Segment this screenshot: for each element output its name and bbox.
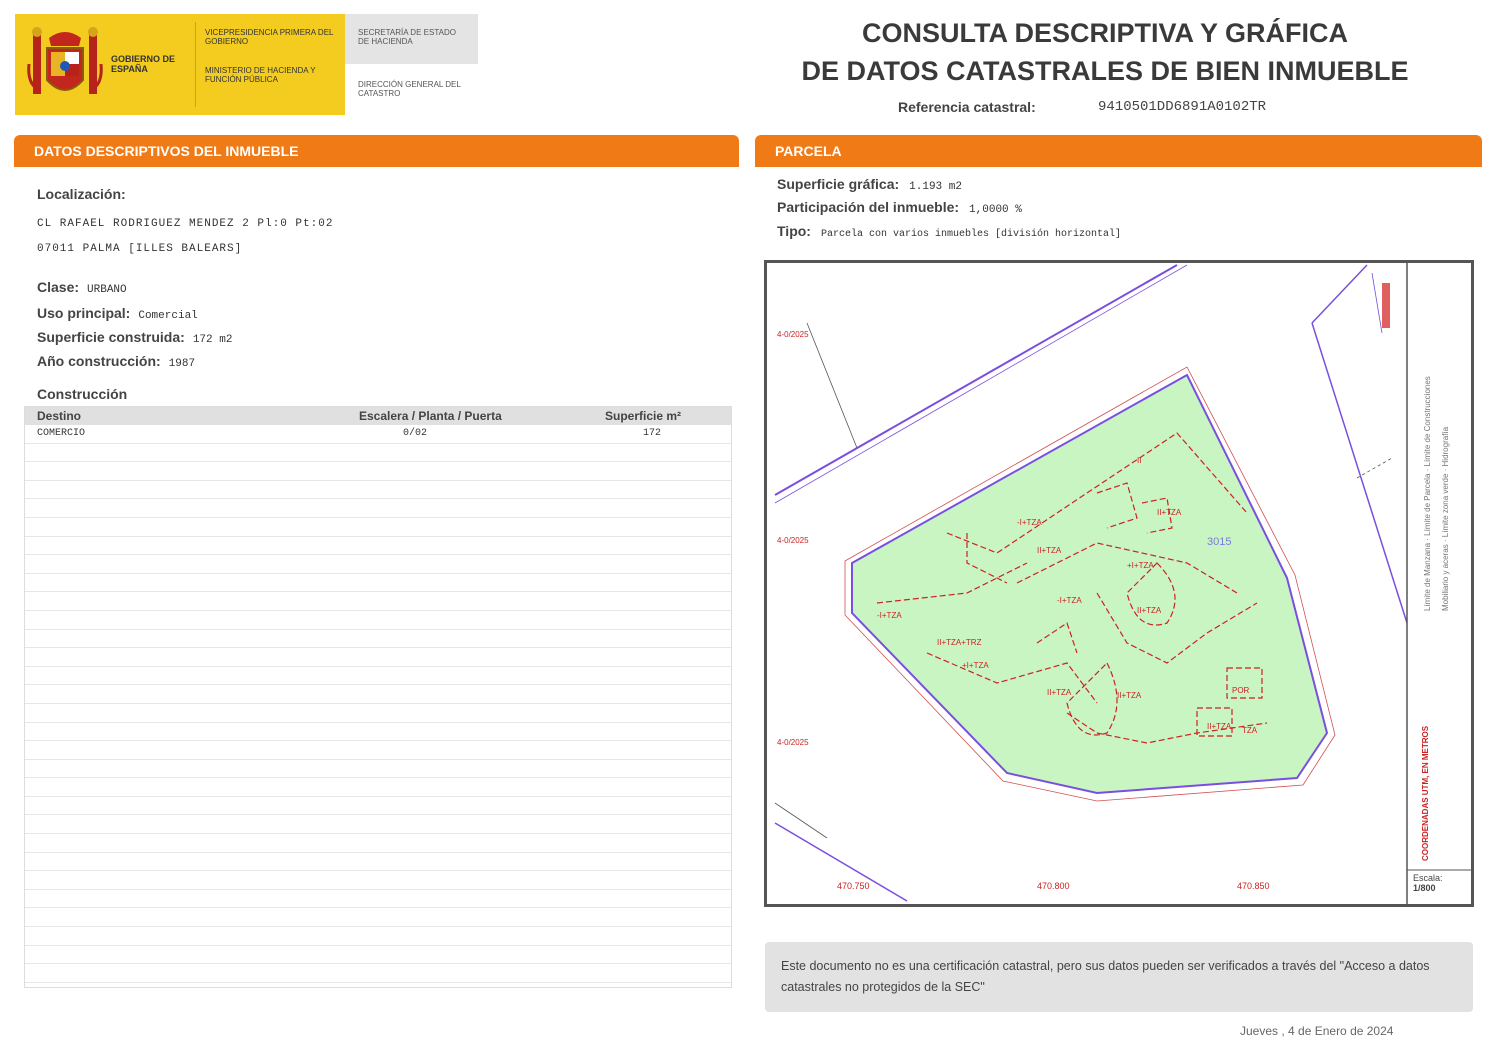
build-year-label: Año construcción:: [37, 353, 161, 369]
main-use-value: Comercial: [138, 310, 198, 322]
empty-table-row: [25, 871, 731, 890]
empty-table-row: [25, 890, 731, 909]
type-value: Parcela con varios inmuebles [división horizontal]: [820, 229, 1122, 240]
empty-table-row: [25, 723, 731, 742]
header-destino: Destino: [37, 409, 82, 423]
empty-table-row: [25, 518, 731, 537]
svg-text:II+TZA: II+TZA: [1157, 508, 1182, 517]
svg-text:470.750: 470.750: [837, 881, 870, 891]
participation-field: [777, 199, 1022, 217]
svg-text:II+TZA+TRZ: II+TZA+TRZ: [937, 638, 982, 647]
row-superficie: 172: [643, 428, 662, 439]
title-line-1: CONSULTA DESCRIPTIVA Y GRÁFICA: [861, 18, 1349, 48]
empty-table-row: [25, 630, 731, 649]
issue-date: Jueves , 4 de Enero de 2024: [1240, 1024, 1394, 1038]
coordinate-labels: [837, 881, 1270, 891]
svg-text:3015: 3015: [1207, 536, 1232, 548]
svg-text:POR: POR: [1232, 686, 1250, 695]
street-line: [807, 323, 857, 448]
participation-label: Participación del inmueble:: [777, 199, 960, 215]
svg-text:II+TZA: II+TZA: [1047, 688, 1072, 697]
build-year-value: 1987: [168, 358, 196, 370]
scale-box: [1413, 873, 1469, 903]
class-value: URBANO: [87, 284, 127, 296]
construction-label: Construcción: [37, 386, 128, 402]
svg-text:II+TZA: II+TZA: [1207, 722, 1232, 731]
legend-title: COORDENADAS UTM, EN METROS: [1421, 725, 1430, 861]
descriptive-data-header: [14, 135, 739, 167]
main-use-label: Uso principal:: [37, 305, 131, 321]
block-boundary-line: [1312, 265, 1367, 323]
graphic-area-label: Superficie gráfica:: [777, 176, 900, 192]
graphic-area-field: [777, 176, 962, 194]
directorate-name: DIRECCIÓN GENERAL DEL CATASTRO: [358, 80, 461, 98]
empty-table-row: [25, 481, 731, 500]
parcel-title: PARCELA: [775, 143, 842, 159]
table-row: [25, 425, 731, 444]
header-escalera: Escalera / Planta / Puerta: [359, 409, 502, 423]
logo-divider: [195, 22, 196, 107]
empty-table-row: [25, 797, 731, 816]
main-use-field: [37, 305, 198, 323]
empty-table-row: [25, 667, 731, 686]
scale-label: Escala:: [1413, 873, 1443, 883]
svg-text:+I+TZA: +I+TZA: [962, 661, 989, 670]
svg-text:-I+TZA: -I+TZA: [1057, 596, 1082, 605]
empty-table-row: [25, 946, 731, 965]
parcel-map-drawing: [767, 263, 1471, 924]
svg-text:II+TZA: II+TZA: [1137, 606, 1162, 615]
legend-item: Límite de Parcela: [1423, 473, 1432, 536]
row-destino: COMERCIO: [37, 428, 86, 439]
empty-table-row: [25, 555, 731, 574]
svg-text:470.850: 470.850: [1237, 881, 1270, 891]
legend-item: Límite de Manzana: [1423, 542, 1432, 611]
svg-text:470.800: 470.800: [1037, 881, 1070, 891]
svg-text:-I+TZA: -I+TZA: [877, 611, 902, 620]
svg-text:-I+TZA: -I+TZA: [1017, 518, 1042, 527]
empty-table-row: [25, 834, 731, 853]
svg-text:II: II: [1137, 456, 1142, 465]
location-label: Localización:: [37, 186, 126, 202]
empty-table-row: [25, 741, 731, 760]
subministry-name: MINISTERIO DE HACIENDA Y FUNCIÓN PÚBLICA: [205, 66, 316, 84]
disclaimer-note: Este documento no es una certificación catastral, pero sus datos pueden ser verificados a través del "Acceso a datos catastrales no protegidos de la SEC": [765, 942, 1473, 1012]
legend-item: Hidrografía: [1441, 426, 1450, 467]
coat-of-arms-icon: [27, 24, 103, 108]
empty-table-row: [25, 499, 731, 518]
legend-item: Mobiliario y aceras: [1441, 544, 1450, 611]
scale-value: 1/800: [1413, 883, 1436, 893]
class-field: [37, 279, 127, 297]
empty-table-row: [25, 537, 731, 556]
cadastral-ref-label: Referencia catastral:: [898, 99, 1036, 115]
svg-text:II+TZA: II+TZA: [1037, 546, 1062, 555]
empty-table-row: [25, 760, 731, 779]
svg-text:+I+TZA: +I+TZA: [1127, 561, 1154, 570]
legend-item: Límite de Construcciones: [1423, 376, 1432, 467]
empty-rows: [25, 444, 731, 983]
build-year-field: [37, 353, 195, 371]
empty-table-row: [25, 964, 731, 983]
street-line: [1357, 458, 1392, 478]
street-line: [775, 803, 827, 838]
empty-table-row: [25, 611, 731, 630]
parcel-header: [755, 135, 1482, 167]
svg-text:4-0/2025: 4-0/2025: [777, 536, 809, 545]
header-superficie: Superficie m²: [605, 409, 682, 423]
empty-table-row: [25, 704, 731, 723]
svg-text:TZA: TZA: [1242, 726, 1258, 735]
descriptive-data-title: DATOS DESCRIPTIVOS DEL INMUEBLE: [34, 143, 299, 159]
page-title: [790, 14, 1420, 90]
cadastral-ref-value: 9410501DD6891A0102TR: [1098, 99, 1267, 115]
block-boundary-line: [1372, 273, 1382, 333]
class-label: Clase:: [37, 279, 80, 295]
empty-table-row: [25, 685, 731, 704]
table-header: [25, 407, 731, 425]
svg-text:II+TZA: II+TZA: [1117, 691, 1142, 700]
ministry-name: VICEPRESIDENCIA PRIMERA DEL GOBIERNO: [205, 28, 334, 46]
graphic-area-value: 1.193 m2: [909, 181, 962, 193]
empty-table-row: [25, 592, 731, 611]
empty-table-row: [25, 815, 731, 834]
built-area-field: [37, 329, 232, 347]
type-field: [777, 223, 1121, 241]
built-area-label: Superficie construida:: [37, 329, 185, 345]
empty-table-row: [25, 778, 731, 797]
title-line-2: DE DATOS CATASTRALES DE BIEN INMUEBLE: [801, 56, 1409, 86]
svg-text:.: .: [781, 923, 782, 924]
legend-item: Límite zona verde: [1441, 473, 1450, 538]
block-boundary-line: [1312, 323, 1407, 623]
location-line-1: CL RAFAEL RODRIGUEZ MENDEZ 2 Pl:0 Pt:02: [37, 218, 334, 230]
empty-table-row: [25, 462, 731, 481]
built-area-value: 172 m2: [192, 334, 233, 346]
secretariat-name: SECRETARÍA DE ESTADO DE HACIENDA: [358, 28, 456, 46]
government-logo-block: [15, 14, 345, 115]
empty-table-row: [25, 648, 731, 667]
type-label: Tipo:: [777, 223, 811, 239]
map-legend: Límite de Manzana · Límite de Parcela · Límite de Construcciones Mobiliario y aceras · Límite zona verde · Hidrografía COORDENADAS UTM, EN METROS: [1421, 376, 1450, 861]
empty-table-row: [25, 853, 731, 872]
empty-table-row: [25, 908, 731, 927]
construction-table: [24, 406, 732, 988]
row-escalera: 0/02: [403, 428, 428, 439]
empty-table-row: [25, 574, 731, 593]
svg-text:4-0/2025: 4-0/2025: [777, 738, 809, 747]
empty-table-row: [25, 927, 731, 946]
svg-text:4-0/2025: 4-0/2025: [777, 330, 809, 339]
government-name: GOBIERNO DE ESPAÑA: [111, 54, 176, 74]
location-line-2: 07011 PALMA [ILLES BALEARS]: [37, 243, 243, 255]
participation-value: 1,0000 %: [969, 204, 1022, 216]
parcel-map[interactable]: [764, 260, 1474, 924]
empty-table-row: [25, 444, 731, 463]
